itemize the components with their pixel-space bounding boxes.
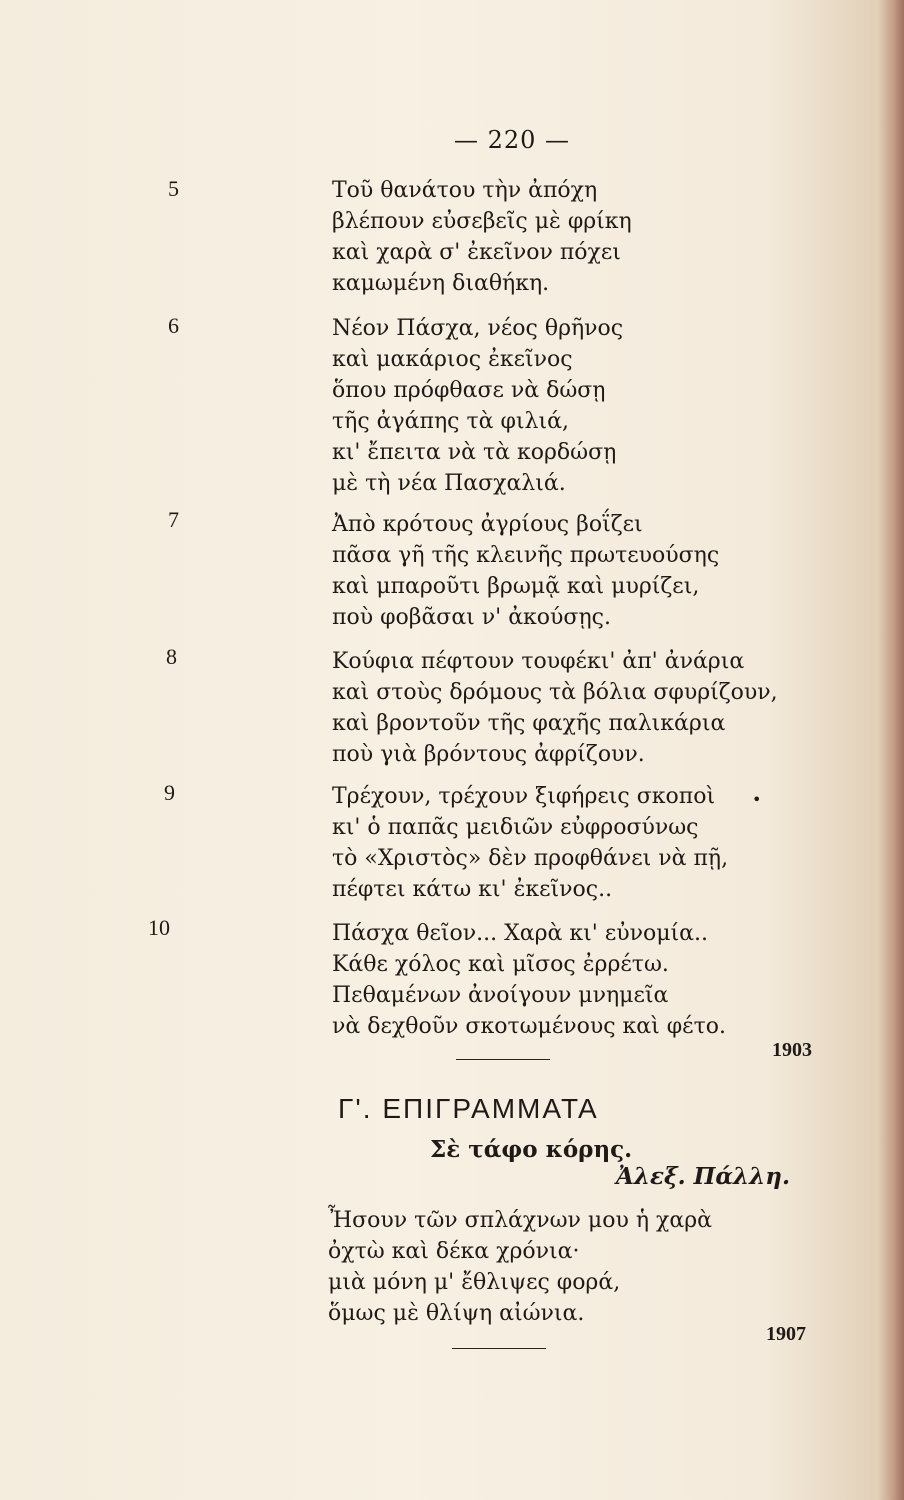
poem-year: 1903 bbox=[772, 1039, 812, 1061]
section-heading: Γ'. ΕΠΙΓΡΑΜΜΑΤΑ bbox=[338, 1093, 599, 1124]
verse-line: καμωμένη διαθήκη. bbox=[332, 271, 550, 296]
verse-line: κι' ἔπειτα νὰ τὰ κορδώσῃ bbox=[332, 440, 617, 465]
stanza bbox=[332, 509, 719, 633]
stanza-number: 10 bbox=[148, 915, 170, 940]
separator-rule bbox=[452, 1348, 546, 1349]
epigram-verse bbox=[328, 1205, 712, 1329]
verse-line: Ἦσουν τῶν σπλάχνων μου ἡ χαρὰ bbox=[328, 1208, 712, 1233]
verse-line: ποὺ γιὰ βρόντους ἀφρίζουν. bbox=[332, 742, 645, 767]
poem-year: 1907 bbox=[766, 1323, 806, 1345]
verse-line: Κάθε χόλος καὶ μῖσος ἐρρέτω. bbox=[332, 952, 669, 977]
epigram-title: Σὲ τάφο κόρης. bbox=[430, 1136, 633, 1163]
stanza-number: 7 bbox=[168, 507, 179, 532]
verse-line: πᾶσα γῆ τῆς κλεινῆς πρωτευούσης bbox=[332, 543, 720, 568]
separator-rule bbox=[456, 1059, 550, 1060]
verse-line: Κούφια πέφτουν τουφέκι' ἀπ' ἀνάρια bbox=[332, 649, 745, 674]
verse-line: Ἀπὸ κρότους ἀγρίους βοΐζει bbox=[332, 512, 643, 537]
verse-line: Πάσχα θεῖον... Χαρὰ κι' εὐνομία.. bbox=[332, 921, 708, 946]
verse-line: τὸ «Χριστὸς» δὲν προφθάνει νὰ πῇ, bbox=[332, 846, 729, 871]
stanza bbox=[332, 918, 726, 1042]
stray-dot-mark: • bbox=[752, 790, 762, 809]
stanza-number: 9 bbox=[164, 780, 175, 805]
verse-line: καὶ στοὺς δρόμους τὰ βόλια σφυρίζουν, bbox=[332, 680, 778, 705]
stanza bbox=[332, 175, 632, 299]
verse-line: Νέον Πάσχα, νέος θρῆνος bbox=[332, 316, 624, 341]
verse-line: βλέπουν εὐσεβεῖς μὲ φρίκη bbox=[332, 209, 632, 234]
verse-line: πέφτει κάτω κι' ἐκεῖνος.. bbox=[332, 877, 613, 902]
verse-line: Τρέχουν, τρέχουν ξιφήρεις σκοποὶ bbox=[332, 784, 716, 809]
verse-line: ὀχτὼ καὶ δέκα χρόνια· bbox=[328, 1239, 580, 1264]
stanza bbox=[332, 646, 778, 770]
stanza-number: 6 bbox=[168, 313, 179, 338]
verse-line: ποὺ φοβᾶσαι ν' ἀκούσῃς. bbox=[332, 605, 611, 630]
page-number: — 220 — bbox=[453, 126, 571, 154]
verse-line: ὅπου πρόφθασε νὰ δώσῃ bbox=[332, 378, 606, 403]
verse-line: Πεθαμένων ἀνοίγουν μνημεῖα bbox=[332, 983, 669, 1008]
stanza-number: 5 bbox=[168, 176, 179, 201]
stanza bbox=[332, 781, 728, 905]
verse-line: μὲ τὴ νέα Πασχαλιά. bbox=[332, 471, 566, 496]
page-spine-shadow bbox=[878, 0, 904, 1500]
verse-line: καὶ μπαροῦτι βρωμᾷ καὶ μυρίζει, bbox=[332, 574, 700, 599]
verse-line: κι' ὁ παπᾶς μειδιῶν εὐφροσύνως bbox=[332, 815, 699, 840]
verse-line: μιὰ μόνη μ' ἔθλιψες φορά, bbox=[328, 1270, 621, 1295]
verse-line: καὶ μακάριος ἐκεῖνος bbox=[332, 347, 573, 372]
stanza bbox=[332, 313, 623, 499]
verse-line: Τοῦ θανάτου τὴν ἀπόχη bbox=[332, 178, 598, 203]
verse-line: νὰ δεχθοῦν σκοτωμένους καὶ φέτο. bbox=[332, 1014, 726, 1039]
verse-line: ὅμως μὲ θλίψη αἰώνια. bbox=[328, 1301, 585, 1326]
verse-line: καὶ χαρὰ σ' ἐκεῖνον πόχει bbox=[332, 240, 621, 265]
verse-line: τῆς ἀγάπης τὰ φιλιά, bbox=[332, 409, 569, 434]
verse-line: καὶ βροντοῦν τῆς φαχῆς παλικάρια bbox=[332, 711, 726, 736]
stanza-number: 8 bbox=[166, 644, 177, 669]
epigram-author: Ἀλεξ. Πάλλη. bbox=[616, 1163, 791, 1190]
